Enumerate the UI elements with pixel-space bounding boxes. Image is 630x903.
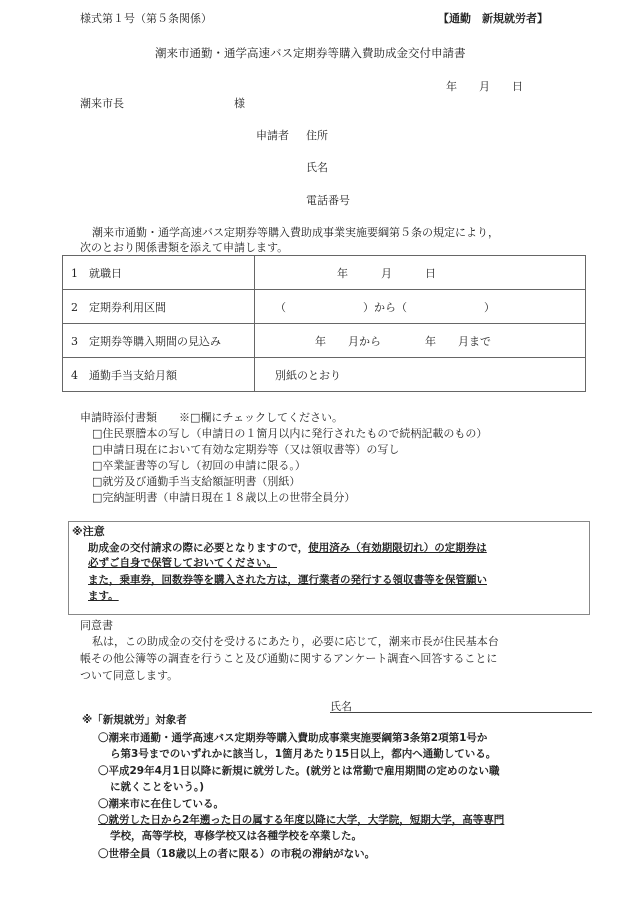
notice-line-2: 必ずご自身で保管しておいてください。 — [88, 557, 277, 569]
category-label: 【通勤 新規就労者】 — [438, 12, 548, 25]
attachment-item[interactable]: □卒業証書等の写し（初回の申請に限る。） — [92, 459, 306, 472]
notice-line-1 — [88, 540, 487, 555]
eligibility-item-2: 〇平成29年4月1日以降に新規に就労した。(就労とは常勤で雇用期間の定めのない職 — [98, 765, 500, 777]
intro-line-1: 潮来市通勤・通学高速バス定期券等購入費助成事業実施要綱第５条の規定により， — [92, 226, 499, 239]
row-value: 別紙のとおり — [255, 358, 586, 392]
table-row — [63, 290, 586, 324]
eligibility-item-5: 〇世帯全員（18歳以上の者に限る）の市税の滞納がない。 — [98, 848, 376, 860]
form-number: 様式第１号（第５条関係） — [80, 12, 212, 25]
notice-line-3: また，乗車券，回数券等を購入された方は，運行業者の発行する領収書等を保管願い — [88, 574, 487, 586]
table-row — [63, 324, 586, 358]
attachment-item[interactable]: □申請日現在において有効な定期券等（又は領収書等）の写し — [92, 443, 400, 456]
form-title: 潮来市通勤・通学高速バス定期券等購入費助成金交付申請書 — [155, 46, 466, 60]
row-label: 2 定期券利用区間 — [63, 290, 255, 324]
attachments-heading: 申請時添付書類 ※□欄にチェックしてください。 — [80, 411, 344, 424]
attachment-item[interactable]: □住民票謄本の写し（申請日の１箇月以内に発行されたもので続柄記載のもの） — [92, 427, 488, 440]
name-label: 氏名 — [306, 161, 328, 174]
addressee: 潮来市長 様 — [80, 97, 245, 110]
row-value[interactable]: 年 月 日 — [255, 256, 586, 290]
row-label: 1 就職日 — [63, 256, 255, 290]
eligibility-item-1: 〇潮来市通勤・通学高速バス定期券等購入費助成事業実施要綱第3条第2項第1号か — [98, 732, 488, 744]
notice-line-1b: 使用済み（有効期限切れ）の定期券は — [308, 542, 487, 554]
table-row — [63, 358, 586, 392]
row-value[interactable]: （ ）から（ ） — [255, 290, 586, 324]
notice-line-4: ます。 — [88, 590, 119, 602]
signature-line[interactable] — [330, 712, 592, 713]
row-label: 3 定期券等購入期間の見込み — [63, 324, 255, 358]
eligibility-item-4-text: 〇就労した日から2年遡った日の属する年度以降に大学，大学院，短期大学，高等専門 — [98, 814, 505, 826]
notice-title: ※注意 — [72, 525, 105, 538]
consent-name-label: 氏名 — [330, 700, 352, 713]
applicant-label: 申請者 — [256, 129, 289, 142]
consent-line-3: ついて同意します。 — [80, 669, 179, 682]
eligibility-item-1-cont: ら第3号までのいずれかに該当し，1箇月あたり15日以上，都内へ通勤している。 — [110, 748, 497, 760]
eligibility-item-3: 〇潮来市に在住している。 — [98, 798, 224, 810]
consent-heading: 同意書 — [80, 619, 113, 632]
eligibility-item-2-cont: に就くことをいう。) — [110, 781, 205, 793]
address-label: 住所 — [306, 129, 328, 142]
row-label: 4 通勤手当支給月額 — [63, 358, 255, 392]
application-table — [62, 255, 586, 392]
notice-line-1a: 助成金の交付請求の際に必要となりますので， — [88, 542, 309, 554]
eligibility-item-4 — [98, 812, 504, 827]
attachment-item[interactable]: □就労及び通勤手当支給額証明書（別紙） — [92, 475, 301, 488]
attachment-item[interactable]: □完納証明書（申請日現在１８歳以上の世帯全員分） — [92, 491, 356, 504]
consent-line-1: 私は，この助成金の交付を受けるにあたり，必要に応じて，潮来市長が住民基本台 — [92, 635, 499, 648]
table-row — [63, 256, 586, 290]
date-line: 年 月 日 — [446, 80, 523, 93]
eligibility-heading: ※「新規就労」対象者 — [82, 714, 187, 726]
row-value[interactable]: 年 月から 年 月まで — [255, 324, 586, 358]
eligibility-item-4-cont: 学校，高等学校，専修学校又は各種学校を卒業した。 — [110, 830, 362, 842]
consent-line-2: 帳その他公簿等の調査を行うこと及び通勤に関するアンケート調査へ回答することに — [80, 652, 498, 665]
intro-line-2: 次のとおり関係書類を添えて申請します。 — [80, 241, 289, 254]
phone-label: 電話番号 — [306, 194, 350, 207]
